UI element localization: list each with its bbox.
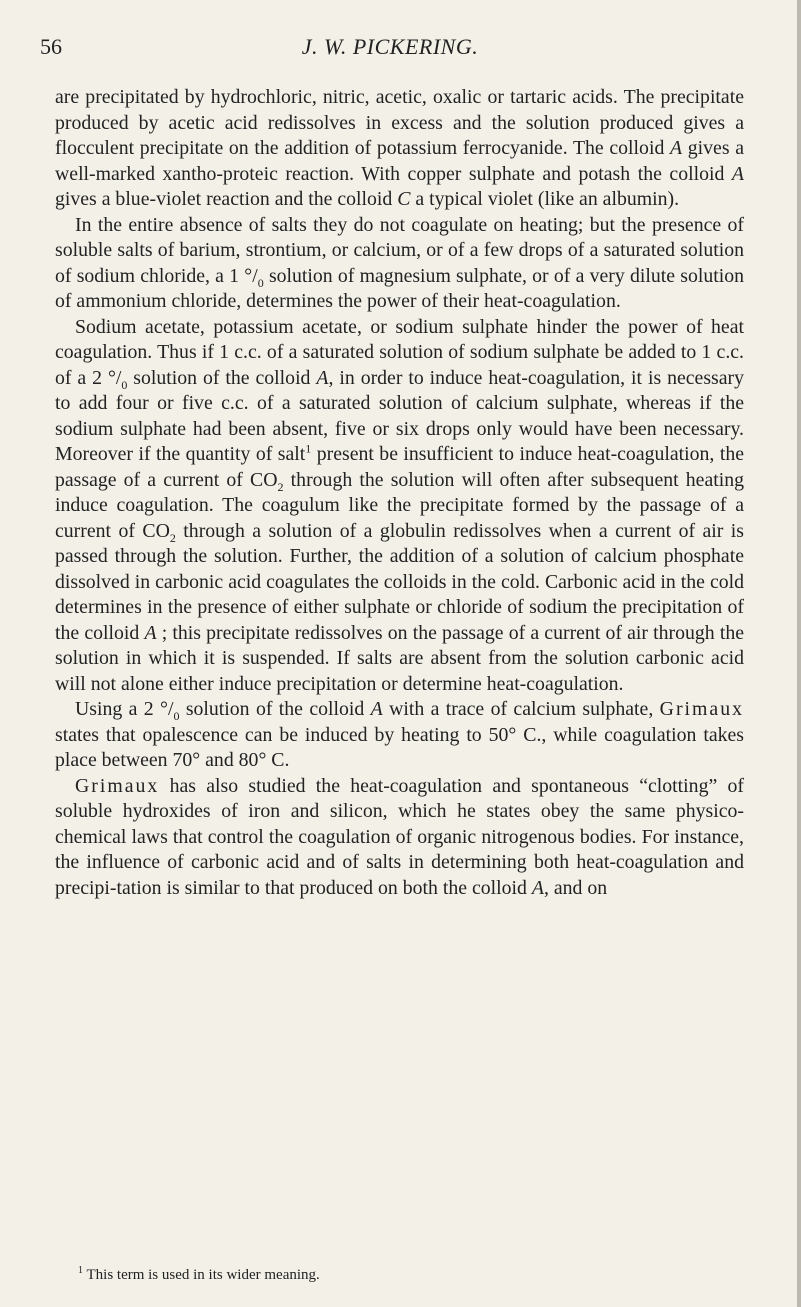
text-run: , in order to induce heat-coagulation, it is necessary to add four or five c.c. of a saturated solution of calcium sulphate, whereas if the sodium sulphate had been absent, five or six drops only would have been necessary. Moreover if the quantity of salt [55, 366, 744, 465]
text-run: A [144, 621, 157, 644]
text-run: solution of the colloid [127, 366, 317, 389]
text-run: has also studied the heat-coagulation and spontaneous “clotting” of soluble hydroxides of iron and silicon, which he states obey the same physico-chemical laws that control the coagulation of organic nitrogenous bodies. For instance, the influence of carbonic acid and of salts in determining both heat-coagulation and precipi-tation is similar to that produced on both the colloid [55, 774, 744, 899]
text-run: solution of the colloid [179, 698, 371, 720]
paragraph-2 [55, 213, 744, 315]
text-run: ; this precipitate redissolves on the passage of a current of air through the solution in which it is suspended. If salts are absent from the solution carbonic acid will not alone either induce precipitation or determine heat-coagulation. [55, 621, 745, 695]
page-edge [797, 0, 801, 1307]
text-run: 1 [305, 441, 312, 456]
running-head: J. W. PICKERING. [301, 34, 479, 59]
text-run: 2 [277, 479, 284, 494]
text-run: A [316, 366, 329, 389]
text-run: 0 [257, 275, 264, 290]
text-run: solution of magnesium sulphate, or of a very dilute solution of ammonium chloride, determines the power of their heat-coagulation. [55, 264, 744, 312]
text-run: gives a blue-violet reaction and the colloid [55, 188, 398, 210]
text-run: , and on [543, 876, 608, 899]
text-run: C [397, 188, 411, 210]
text-run: 2 [169, 530, 176, 545]
text-run: are precipitated by hydrochloric, nitric, acetic, oxalic or tartaric acids. The precipitate produced by acetic acid redissolves in excess and the solution produced gives a flocculent precipitate on the addition of potassium ferrocyanide. The colloid [55, 86, 744, 159]
text-run: Grimaux [659, 698, 744, 720]
text-run: Grimaux [75, 774, 160, 797]
text-run: 0 [121, 377, 128, 392]
text-run: 0 [173, 708, 180, 723]
text-run: through the solution will often after subsequent heating induce coagulation. The coagulum like the precipitate formed by the passage of a current of CO [55, 468, 744, 542]
paragraph-4 [55, 697, 744, 774]
text-run: a typical violet (like an albumin). [410, 188, 680, 210]
page-number: 56 [40, 34, 62, 59]
paragraph-5 [55, 774, 744, 902]
text-run: A [531, 876, 544, 899]
body-text [55, 85, 744, 901]
page-header [40, 30, 740, 60]
text-run: through a solution of a globulin redissolves when a current of air is passed through the solution. Further, the addition of a solution of calcium phosphate dissolved in carbonic acid coagulates the colloids in the cold. Carbonic acid in the cold determines in the presence of either sulphate or chloride of sodium the precipitation of the colloid [55, 519, 744, 644]
text-run: A [731, 162, 744, 185]
text-run: A [670, 137, 683, 159]
text-run: gives a well-marked xantho-proteic reaction. With copper sulphate and potash the colloid [55, 137, 744, 185]
footnote-marker: 1 [78, 1265, 83, 1276]
text-run: A [370, 698, 383, 720]
text-run: states that opalescence can be induced by heating to 50° C., while coagulation takes place between 70° and 80° C. [55, 723, 744, 771]
paragraph-1 [55, 85, 744, 213]
paragraph-3 [55, 315, 744, 698]
text-run: In the entire absence of salts they do not coagulate on heating; but the presence of soluble salts of barium, strontium, or calcium, or of a few drops of a saturated solution of sodium chloride, a 1 °/ [55, 213, 744, 287]
text-run: present be insufficient to induce heat-coagulation, the passage of a current of CO [55, 443, 744, 491]
text-run: with a trace of calcium sulphate, [382, 698, 660, 720]
text-run: Sodium acetate, potassium acetate, or sodium sulphate hinder the power of heat coagulation. Thus if 1 c.c. of a saturated solution of sodium sulphate be added to 1 c.c. of a 2 °/ [55, 315, 744, 389]
text-run: Using a 2 °/ [75, 698, 174, 720]
footnote-text: This term is used in its wider meaning. [86, 1267, 320, 1283]
footnote [78, 1262, 738, 1284]
